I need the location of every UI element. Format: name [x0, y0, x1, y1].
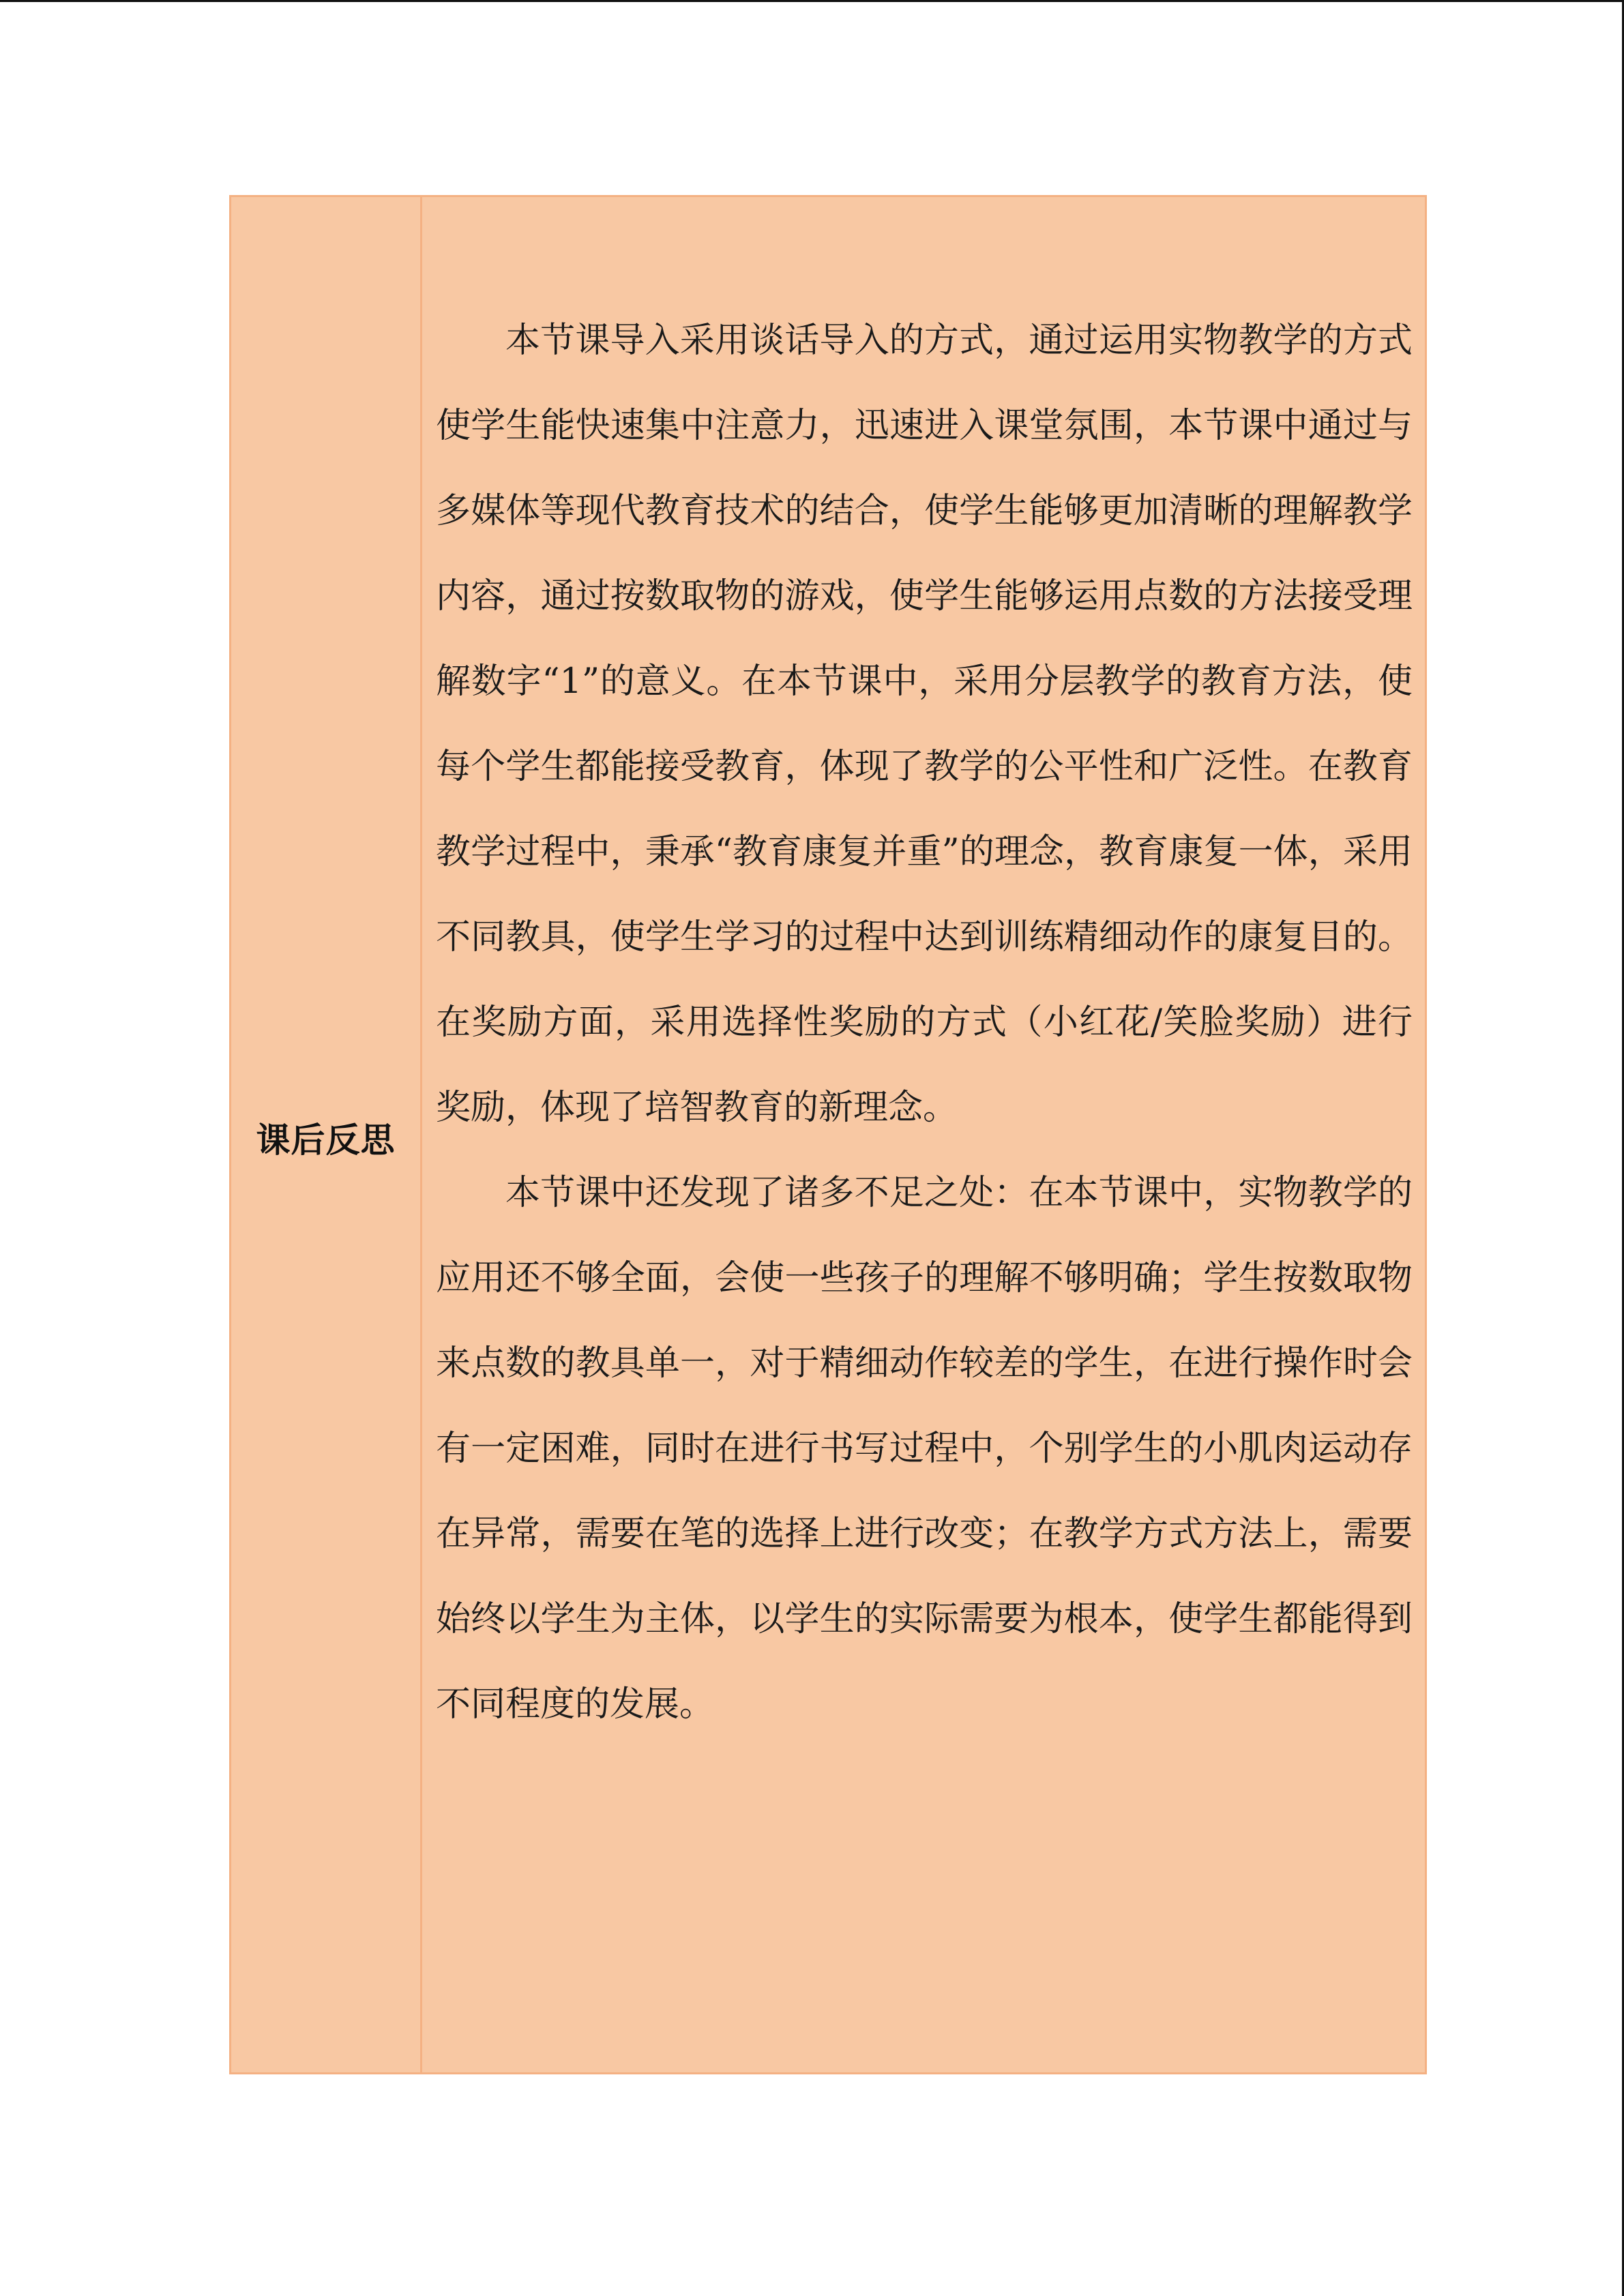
reflection-paragraph-2: 本节课中还发现了诸多不足之处：在本节课中，实物教学的应用还不够全面，会使一些孩子的理解不够明确；学生按数取物来点数的教具单一，对于精细动作较差的学生，在进行操作时会有一定困难，同时在进行书写过程中，个别学生的小肌肉运动存在异常，需要在笔的选择上进行改变；在教学方式方法上，需要始终以学生为主体，以学生的实际需要为根本，使学生都能得到不同程度的发展。 [436, 1173, 1413, 1725]
reflection-table [229, 195, 1427, 2074]
reflection-label: 课后反思 [256, 1120, 396, 1160]
reflection-paragraph-1: 本节课导入采用谈话导入的方式，通过运用实物教学的方式使学生能快速集中注意力，迅速进入课堂氛围，本节课中通过与多媒体等现代教育技术的结合，使学生能够更加清晰的理解教学内容，通过按数取物的游戏，使学生能够运用点数的方法接受理解数字“1”的意义。在本节课中，采用分层教学的教育方法，使每个学生都能接受教育，体现了教学的公平性和广泛性。在教育教学过程中，秉承“教育康复并重”的理念，教育康复一体，采用不同教具，使学生学习的过程中达到训练精细动作的康复目的。在奖励方面，采用选择性奖励的方式（小红花/笑脸奖励）进行奖励，体现了培智教育的新理念。 [436, 320, 1413, 1128]
content-cell [422, 197, 1425, 2072]
page-border-top [0, 0, 1624, 2]
label-cell [231, 197, 422, 2072]
